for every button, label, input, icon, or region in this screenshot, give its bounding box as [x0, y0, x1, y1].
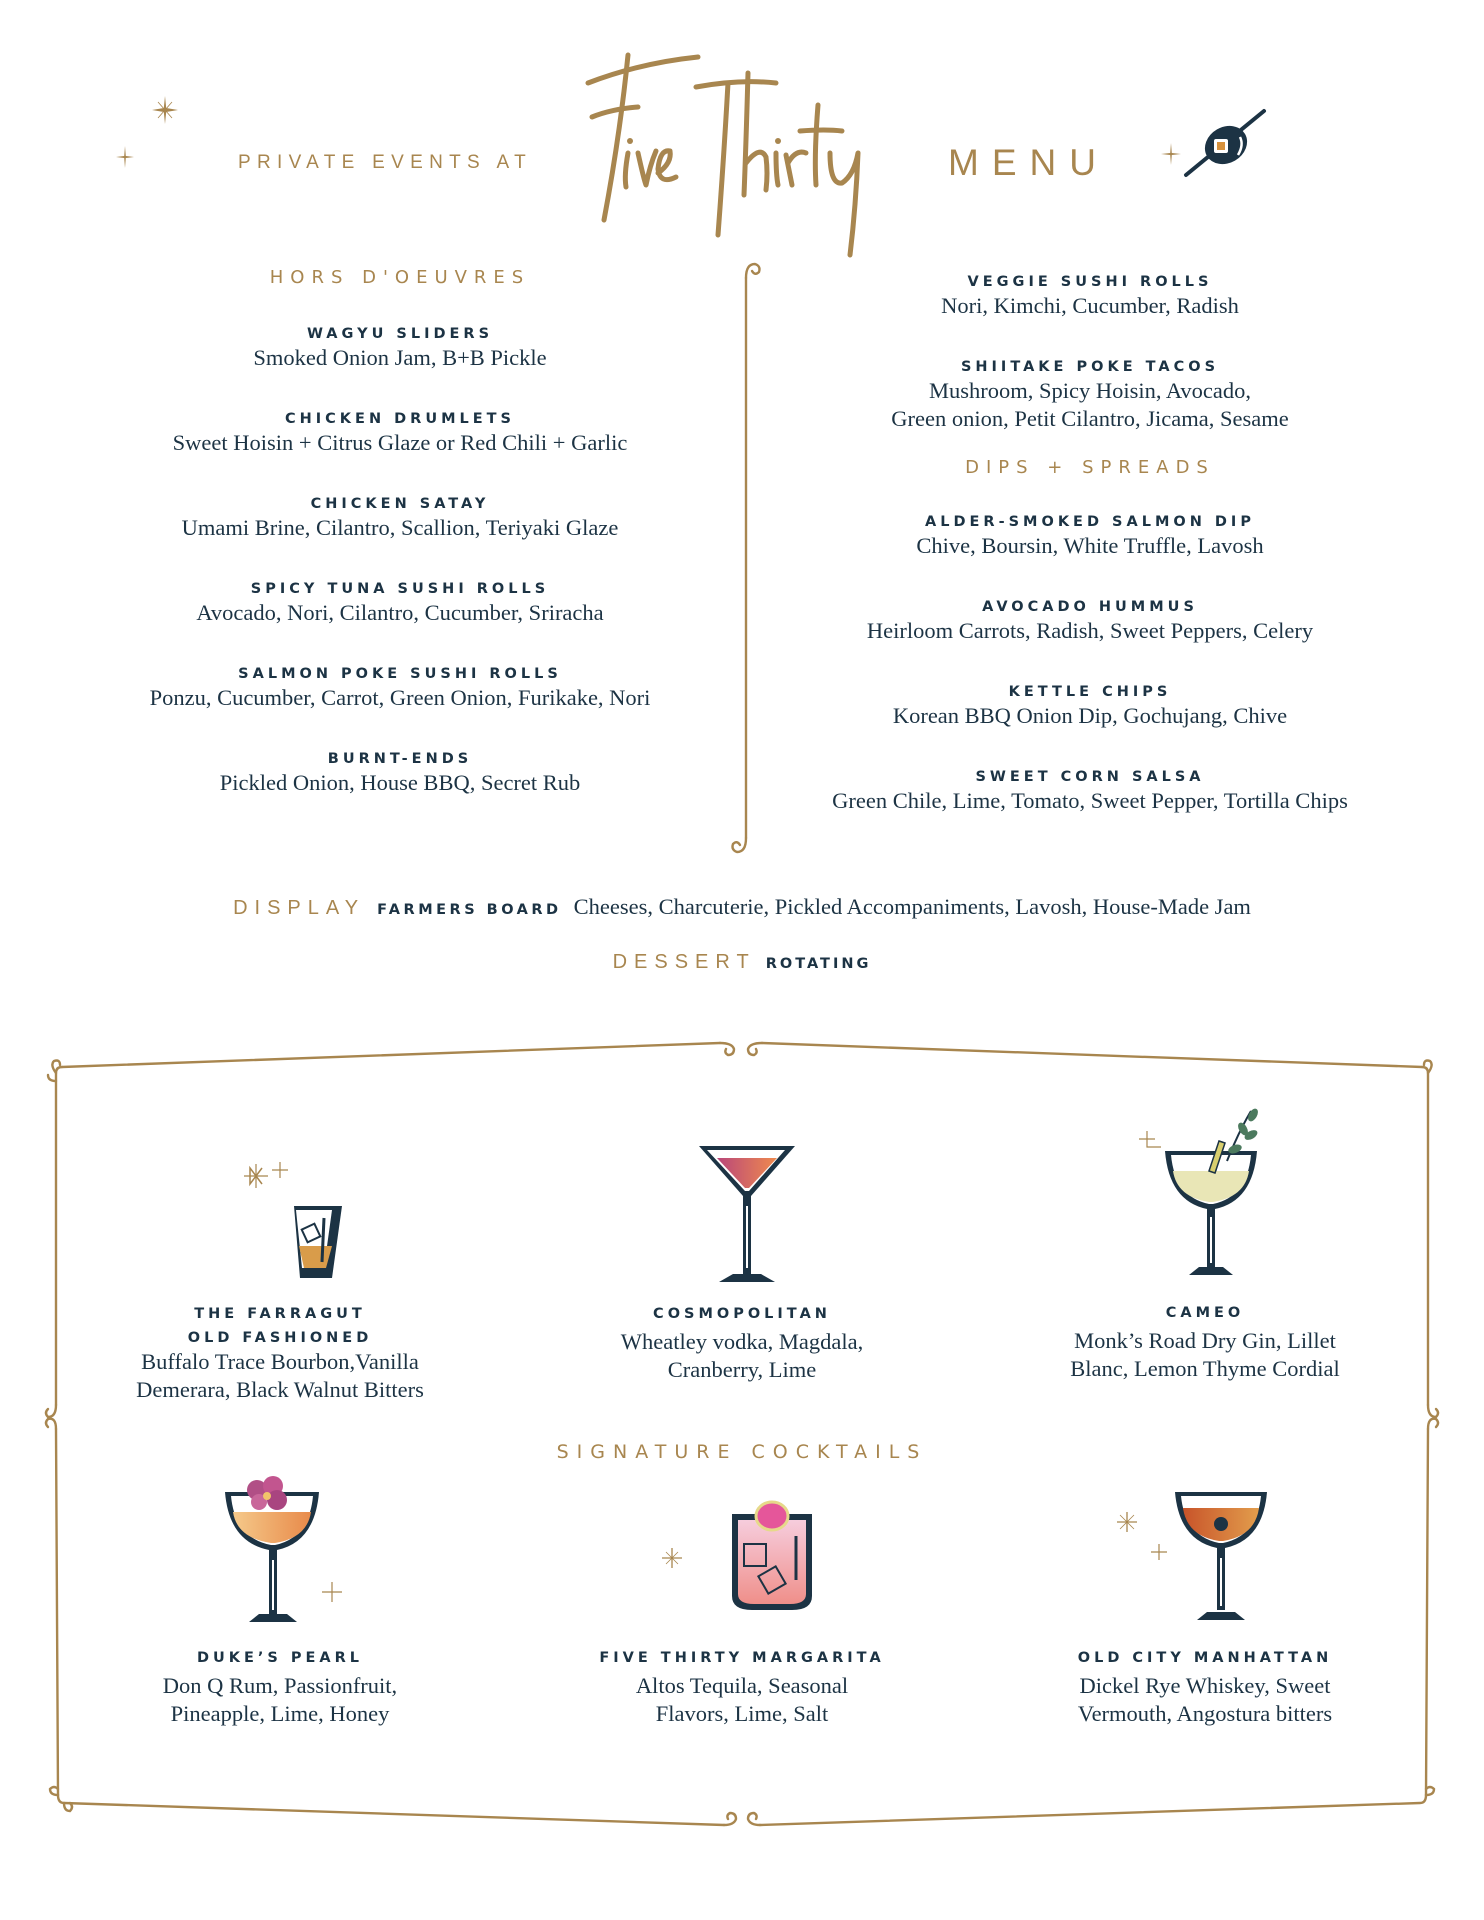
cocktail-desc: Cranberry, Lime	[667, 1357, 817, 1382]
menu-item	[790, 682, 1390, 730]
coupe-glass-flower-icon	[215, 1470, 345, 1640]
cocktail-card	[120, 1460, 440, 1750]
item-name: SHIITAKE POKE TACOS	[960, 359, 1220, 375]
item-desc: Green onion, Petit Cilantro, Jicama, Sesame	[891, 406, 1289, 431]
item-desc: Pickled Onion, House BBQ, Secret Rub	[219, 770, 581, 795]
section-title-dips-spreads: DIPS + SPREADS	[965, 457, 1215, 478]
item-desc: Korean BBQ Onion Dip, Gochujang, Chive	[892, 703, 1288, 728]
cocktail-desc: Flavors, Lime, Salt	[655, 1701, 829, 1726]
sparkle-icon	[1161, 143, 1181, 165]
header-prefix: PRIVATE EVENTS AT	[238, 152, 532, 173]
menu-item	[100, 579, 700, 627]
cocktail-name: DUKE’S PEARL	[196, 1650, 364, 1666]
menu-item	[790, 597, 1390, 645]
cocktail-name: CAMEO	[1165, 1305, 1245, 1321]
item-name: CHICKEN SATAY	[310, 496, 490, 512]
item-desc: Smoked Onion Jam, B+B Pickle	[253, 345, 547, 370]
item-desc: Chive, Boursin, White Truffle, Lavosh	[916, 533, 1264, 558]
item-desc: Avocado, Nori, Cilantro, Cucumber, Sriracha	[196, 600, 604, 625]
right-column	[790, 272, 1390, 815]
cocktail-desc: Monk’s Road Dry Gin, Lillet	[1074, 1328, 1336, 1353]
item-name: ALDER-SMOKED SALMON DIP	[925, 514, 1255, 530]
martini-glass-icon	[697, 1136, 797, 1286]
cocktail-card	[1045, 1470, 1365, 1750]
item-desc: Mushroom, Spicy Hoisin, Avocado,	[928, 378, 1252, 403]
cocktail-desc: Dickel Rye Whiskey, Sweet	[1079, 1673, 1331, 1698]
cocktail-card	[582, 1130, 902, 1400]
column-divider	[725, 258, 765, 860]
menu-item	[100, 324, 700, 372]
item-desc: Ponzu, Cucumber, Carrot, Green Onion, Furikake, Nori	[149, 685, 651, 710]
item-name: VEGGIE SUSHI ROLLS	[967, 274, 1213, 290]
header	[0, 0, 1484, 260]
dessert-item-name: ROTATING	[765, 956, 872, 972]
cocktail-desc: Wheatley vodka, Magdala,	[620, 1329, 864, 1354]
item-name: SWEET CORN SALSA	[975, 769, 1205, 785]
cocktail-desc: Vermouth, Angostura bitters	[1077, 1701, 1333, 1726]
cocktail-card	[582, 1500, 902, 1750]
old-fashioned-glass-icon	[200, 1150, 350, 1290]
cocktail-name: FIVE THIRTY MARGARITA	[599, 1650, 885, 1666]
cocktail-name: OLD FASHIONED	[187, 1330, 373, 1346]
olive-icon	[1180, 105, 1270, 180]
item-desc: Nori, Kimchi, Cucumber, Radish	[941, 293, 1239, 318]
item-desc: Green Chile, Lime, Tomato, Sweet Pepper, Tortilla Chips	[832, 788, 1348, 813]
section-title-signature-cocktails: SIGNATURE COCKTAILS	[556, 1441, 928, 1463]
cocktail-name: OLD CITY MANHATTAN	[1077, 1650, 1333, 1666]
cocktail-desc: Altos Tequila, Seasonal	[635, 1673, 849, 1698]
dessert-label: DESSERT	[612, 951, 756, 973]
item-name: CHICKEN DRUMLETS	[284, 411, 516, 427]
cocktail-name: COSMOPOLITAN	[653, 1306, 831, 1322]
section-title-hors-doeuvres: HORS D'OEUVRES	[269, 267, 531, 288]
menu-item	[100, 664, 700, 712]
menu-item	[790, 767, 1390, 815]
menu-item	[100, 749, 700, 797]
item-name: BURNT-ENDS	[327, 751, 473, 767]
cocktail-desc: Blanc, Lemon Thyme Cordial	[1070, 1356, 1340, 1381]
menu-item	[790, 272, 1390, 320]
cocktail-desc: Pineapple, Lime, Honey	[170, 1701, 390, 1726]
item-name: AVOCADO HUMMUS	[982, 599, 1198, 615]
cocktail-card	[1045, 1095, 1365, 1395]
header-suffix: MENU	[948, 142, 1109, 183]
item-desc: Heirloom Carrots, Radish, Sweet Peppers, Celery	[866, 618, 1314, 643]
cocktail-desc: Demerara, Black Walnut Bitters	[136, 1377, 424, 1402]
item-desc: Sweet Hoisin + Citrus Glaze or Red Chili + Garlic	[172, 430, 628, 455]
dessert-row	[0, 951, 1484, 974]
five-thirty-logo	[580, 45, 910, 260]
rocks-glass-citrus-icon	[652, 1500, 832, 1620]
item-name: SALMON POKE SUSHI ROLLS	[238, 666, 562, 682]
cocktail-card	[120, 1140, 440, 1410]
coupe-glass-herb-icon	[1135, 1101, 1285, 1281]
coupe-glass-cherry-icon	[1115, 1478, 1285, 1638]
hors-doeuvres-section	[100, 267, 700, 797]
item-name: WAGYU SLIDERS	[306, 326, 494, 342]
display-item-desc: Cheeses, Charcuterie, Pickled Accompaniments, Lavosh, House-Made Jam	[573, 894, 1251, 919]
cocktail-desc: Buffalo Trace Bourbon,Vanilla	[141, 1349, 419, 1374]
menu-item	[790, 357, 1390, 433]
menu-item	[790, 512, 1390, 560]
menu-item	[100, 409, 700, 457]
cocktail-desc: Don Q Rum, Passionfruit,	[162, 1673, 398, 1698]
display-item-name: FARMERS BOARD	[377, 902, 562, 918]
item-desc: Umami Brine, Cilantro, Scallion, Teriyaki Glaze	[181, 515, 619, 540]
sparkle-icon	[152, 96, 178, 124]
display-label: DISPLAY	[233, 897, 366, 919]
item-name: SPICY TUNA SUSHI ROLLS	[250, 581, 550, 597]
menu-item	[100, 494, 700, 542]
item-name: KETTLE CHIPS	[1008, 684, 1172, 700]
display-row	[0, 893, 1484, 921]
cocktail-name: THE FARRAGUT	[194, 1306, 366, 1322]
sparkle-icon	[116, 146, 134, 168]
